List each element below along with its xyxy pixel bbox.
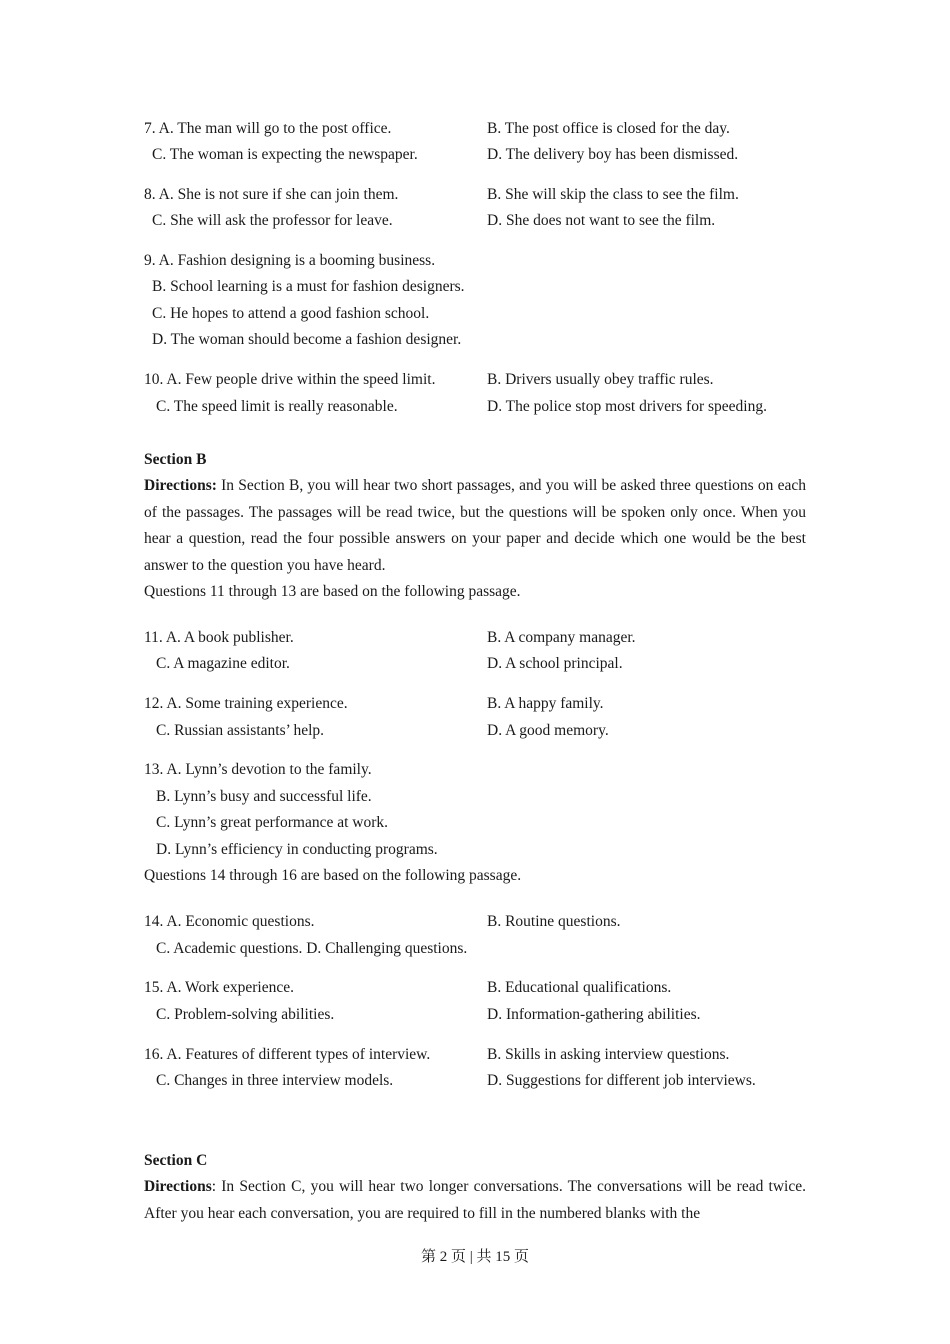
section-b-directions bbox=[144, 473, 806, 579]
q12-option-b: B. A happy family. bbox=[487, 695, 604, 712]
section-c-directions-label: Directions bbox=[144, 1178, 212, 1195]
q15-option-b: B. Educational qualifications. bbox=[487, 979, 672, 996]
q10-option-d: D. The police stop most drivers for speeding. bbox=[487, 398, 767, 415]
q7-option-b: B. The post office is closed for the day. bbox=[487, 120, 730, 137]
q12-option-a: 12. A. Some training experience. bbox=[144, 695, 348, 712]
q8-option-d: D. She does not want to see the film. bbox=[487, 212, 716, 229]
q7-option-a: 7. A. The man will go to the post office. bbox=[144, 120, 392, 137]
q8-option-b: B. She will skip the class to see the film. bbox=[487, 186, 739, 203]
q7-option-c: C. The woman is expecting the newspaper. bbox=[152, 146, 418, 163]
page-footer: 第 2 页 | 共 15 页 bbox=[420, 1249, 529, 1265]
q13-option-b: B. Lynn’s busy and successful life. bbox=[156, 788, 372, 805]
q15-option-c: C. Problem-solving abilities. bbox=[156, 1006, 335, 1023]
q16-option-c: C. Changes in three interview models. bbox=[156, 1072, 394, 1089]
q9-option-c: C. He hopes to attend a good fashion school. bbox=[152, 305, 430, 322]
section-b-directions-text: In Section B, you will hear two short passages, and you will be asked three questions on each of the passages. The passages will be read twice, but the questions will be spoken only once. When you hear a question, read the four possible answers on your paper and decide which one would be the best answer to the question you have heard. bbox=[144, 477, 806, 574]
q13-option-c: C. Lynn’s great performance at work. bbox=[156, 814, 388, 831]
q10-option-a: 10. A. Few people drive within the speed limit. bbox=[144, 371, 436, 388]
q8-option-a: 8. A. She is not sure if she can join them. bbox=[144, 186, 399, 203]
q11-option-a: 11. A. A book publisher. bbox=[144, 629, 294, 646]
q13-option-a: 13. A. Lynn’s devotion to the family. bbox=[144, 761, 372, 778]
q12-option-c: C. Russian assistants’ help. bbox=[156, 722, 325, 739]
section-b-title: Section B bbox=[144, 451, 207, 468]
section-c-title: Section C bbox=[144, 1152, 208, 1169]
passage-2-intro: Questions 14 through 16 are based on the following passage. bbox=[144, 867, 522, 884]
q9-option-a: 9. A. Fashion designing is a booming business. bbox=[144, 252, 436, 269]
q9-option-d: D. The woman should become a fashion designer. bbox=[152, 331, 462, 348]
q14-option-a: 14. A. Economic questions. bbox=[144, 913, 315, 930]
q16-option-b: B. Skills in asking interview questions. bbox=[487, 1046, 730, 1063]
q12-option-d: D. A good memory. bbox=[487, 722, 609, 739]
q8-option-c: C. She will ask the professor for leave. bbox=[152, 212, 393, 229]
q15-option-a: 15. A. Work experience. bbox=[144, 979, 294, 996]
passage-1-intro: Questions 11 through 13 are based on the following passage. bbox=[144, 583, 521, 600]
q16-option-d: D. Suggestions for different job interviews. bbox=[487, 1072, 756, 1089]
section-c-directions-text: : In Section C, you will hear two longer conversations. The conversations will be read twice. After you hear each conversation, you are required to fill in the numbered blanks with the bbox=[144, 1178, 806, 1222]
q15-option-d: D. Information-gathering abilities. bbox=[487, 1006, 701, 1023]
q11-option-d: D. A school principal. bbox=[487, 655, 623, 672]
q13-option-d: D. Lynn’s efficiency in conducting programs. bbox=[156, 841, 438, 858]
q14-option-b: B. Routine questions. bbox=[487, 913, 621, 930]
q10-option-b: B. Drivers usually obey traffic rules. bbox=[487, 371, 714, 388]
q9-option-b: B. School learning is a must for fashion designers. bbox=[152, 278, 465, 295]
q14-option-cd: C. Academic questions. D. Challenging questions. bbox=[156, 940, 468, 957]
q10-option-c: C. The speed limit is really reasonable. bbox=[156, 398, 398, 415]
section-b-directions-label: Directions: bbox=[144, 477, 217, 494]
q11-option-b: B. A company manager. bbox=[487, 629, 636, 646]
q16-option-a: 16. A. Features of different types of interview. bbox=[144, 1046, 431, 1063]
section-c-directions bbox=[144, 1174, 806, 1227]
q11-option-c: C. A magazine editor. bbox=[156, 655, 290, 672]
q7-option-d: D. The delivery boy has been dismissed. bbox=[487, 146, 739, 163]
